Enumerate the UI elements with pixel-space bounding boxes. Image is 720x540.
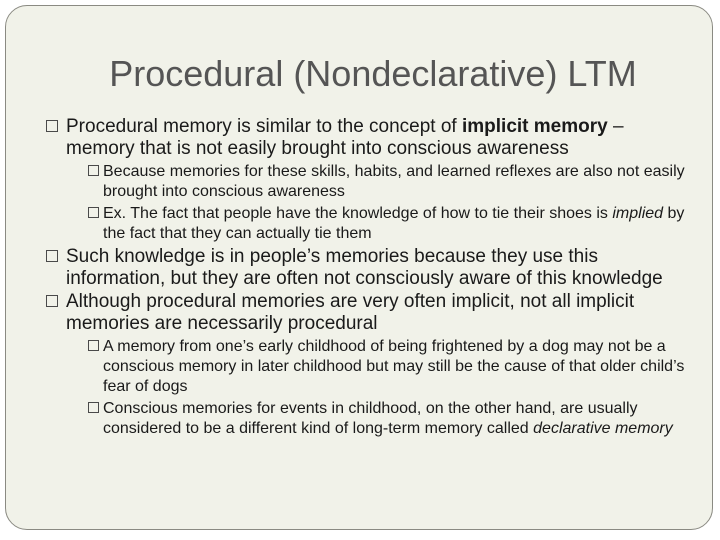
bullet-1 bbox=[46, 116, 686, 159]
bullet-2-text: Such knowledge is in people’s memories because they use this information, but they are often not consciously aware of this knowledge bbox=[66, 246, 663, 289]
square-bullet-icon bbox=[88, 402, 99, 413]
sub-bullet-1-2 bbox=[88, 204, 686, 244]
bullet-1-text-end: – memory that is not easily brought into conscious awareness bbox=[66, 116, 624, 159]
bullet-1-emphasis: implicit memory bbox=[462, 116, 608, 137]
bullet-3 bbox=[46, 291, 686, 334]
sub-bullet-3-2-emphasis: declarative memory bbox=[533, 420, 673, 437]
bullet-3-text: Although procedural memories are very often implicit, not all implicit memories are necessarily procedural bbox=[66, 291, 635, 334]
sub-bullet-1-2-text-end: by the fact that they can actually tie them bbox=[103, 205, 685, 242]
sub-bullet-1-1-text: Because memories for these skills, habits, and learned reflexes are also not easily brought into conscious awareness bbox=[103, 163, 685, 200]
bullet-2 bbox=[46, 246, 686, 289]
square-bullet-icon bbox=[88, 165, 99, 176]
bullet-3-subitems bbox=[46, 337, 686, 439]
sub-bullet-1-2-text: Ex. The fact that people have the knowledge of how to tie their shoes is bbox=[103, 205, 613, 222]
sub-bullet-3-1-text: A memory from one’s early childhood of being frightened by a dog may not be a conscious memory in later childhood but may still be the cause of that older child’s fear of dogs bbox=[103, 338, 685, 395]
sub-bullet-1-1 bbox=[88, 162, 686, 202]
bullet-1-text: Procedural memory is similar to the concept of bbox=[66, 116, 462, 137]
square-bullet-icon bbox=[88, 340, 99, 351]
sub-bullet-3-2-text: Conscious memories for events in childhood, on the other hand, are usually considered to be a different kind of long-term memory called bbox=[103, 400, 638, 437]
square-bullet-icon bbox=[46, 250, 58, 262]
sub-bullet-3-2 bbox=[88, 399, 686, 439]
sub-bullet-3-1 bbox=[88, 337, 686, 397]
square-bullet-icon bbox=[46, 295, 58, 307]
slide-title: Procedural (Nondeclarative) LTM bbox=[109, 53, 637, 94]
square-bullet-icon bbox=[46, 120, 58, 132]
square-bullet-icon bbox=[88, 207, 99, 218]
bullet-1-subitems bbox=[46, 162, 686, 244]
slide-content bbox=[46, 116, 686, 439]
sub-bullet-1-2-emphasis: implied bbox=[612, 205, 664, 222]
